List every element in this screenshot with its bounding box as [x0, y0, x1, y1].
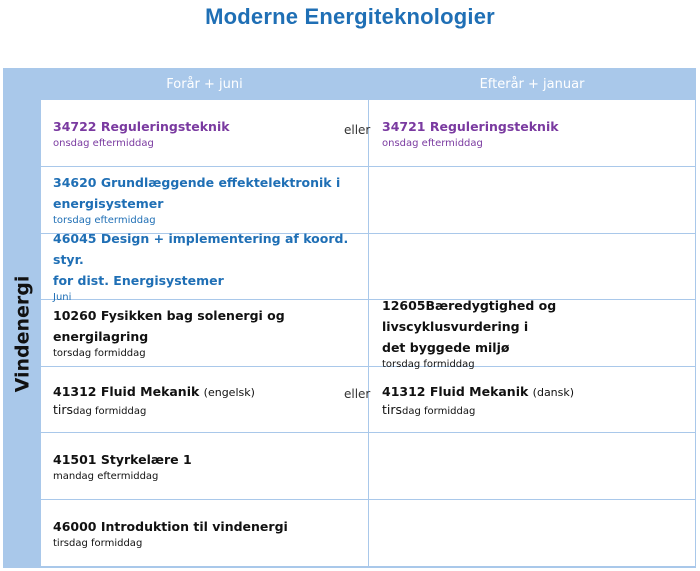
course-name: 41312 Fluid Mekanik: [53, 383, 200, 399]
course-title: 10260 Fysikken bag solenergi og energilagring: [53, 308, 285, 344]
course-time: mandag eftermiddag: [53, 470, 159, 482]
page-title: Moderne Energiteknologier: [205, 4, 495, 29]
course-time: onsdag eftermiddag: [53, 137, 154, 149]
course-time: [382, 403, 695, 419]
course-title-line2: for dist. Energisystemer: [53, 273, 224, 288]
course-time-rest: dag formiddag: [402, 405, 476, 417]
course-title: 34722 Reguleringsteknik: [53, 118, 230, 134]
course-time: torsdag formiddag: [53, 348, 146, 359]
header-autumn: Efterår + januar: [479, 77, 585, 92]
course-time: torsdag eftermiddag: [53, 215, 156, 226]
course-title-line1: 46045 Design + implementering af koord. styr.: [53, 231, 349, 267]
course-title-line2: det byggede miljø: [382, 339, 510, 355]
course-title-line1: 12605Bæredygtighed og livscyklusvurdering i: [382, 297, 557, 334]
course-cell: [41, 167, 368, 233]
course-time: onsdag eftermiddag: [382, 137, 483, 149]
course-title: 46000 Introduktion til vindenergi: [53, 518, 288, 534]
sidebar-label-text: Vindenergi: [11, 275, 34, 393]
course-title-line2: energisystemer: [53, 196, 164, 211]
course-time-rest: dag formiddag: [73, 405, 147, 417]
course-language: (dansk): [532, 385, 575, 399]
header-spring: Forår + juni: [166, 77, 243, 92]
course-time: [53, 403, 368, 419]
course-title: [53, 381, 371, 403]
course-title: 41501 Styrkelære 1: [53, 451, 192, 467]
course-cell: [369, 100, 695, 166]
course-cell: [41, 500, 368, 566]
course-cell: [41, 367, 371, 432]
course-cell: [41, 231, 368, 303]
course-title: 34721 Reguleringsteknik: [382, 118, 559, 134]
course-time-prefix: tirs: [382, 401, 403, 417]
course-cell: [369, 297, 695, 370]
course-time: tirsdag formiddag: [53, 537, 143, 549]
course-time-prefix: tirs: [53, 401, 74, 417]
course-time: Juni: [53, 292, 72, 303]
course-title-line1: 34620 Grundlæggende effektelektronik i: [53, 175, 341, 190]
course-name: 41312 Fluid Mekanik: [382, 383, 529, 399]
schedule-grid: [41, 100, 695, 566]
course-cell: [41, 300, 368, 366]
sidebar-label: [3, 100, 41, 568]
course-time: torsdag formiddag: [382, 358, 475, 370]
course-cell: [41, 100, 371, 166]
course-title: [382, 381, 695, 403]
course-language: (engelsk): [203, 385, 255, 399]
course-cell: [41, 433, 368, 499]
connector-eller: eller: [344, 123, 371, 137]
connector-eller: eller: [344, 387, 371, 401]
course-cell: [369, 367, 695, 432]
